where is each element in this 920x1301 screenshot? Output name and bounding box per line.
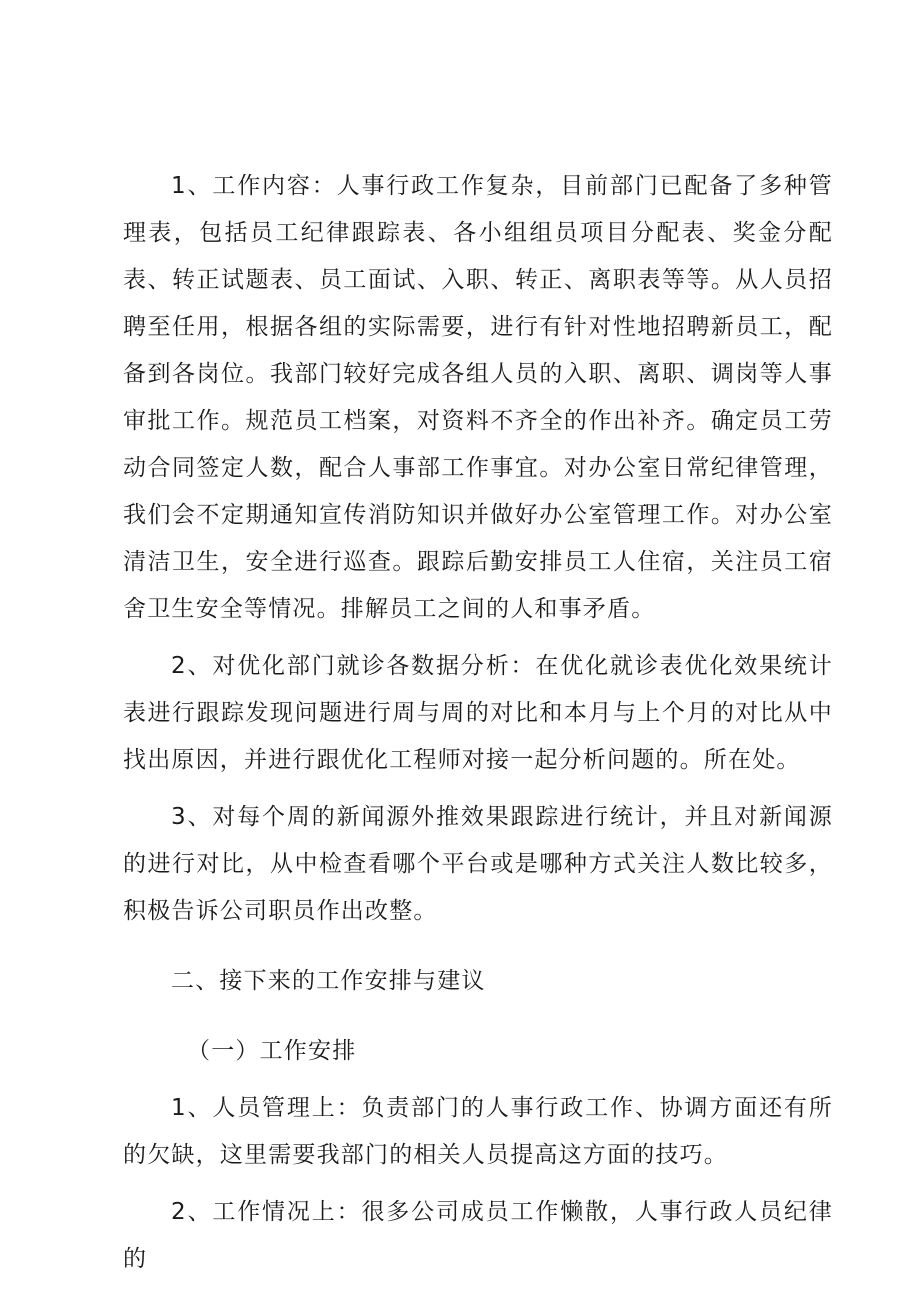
item-work-situation: 2、工作情况上：很多公司成员工作懒散，人事行政人员纪律的	[123, 1199, 833, 1272]
subsection-heading: （一）工作安排	[187, 1038, 357, 1064]
item-personnel-management: 1、人员管理上：负责部门的人事行政工作、协调方面还有所的欠缺，这里需要我部门的相关人员提高这方面的技巧。	[123, 1095, 833, 1168]
paragraph-work-content: 1、工作内容：人事行政工作复杂，目前部门已配备了多种管理表，包括员工纪律跟踪表、各小组组员项目分配表、奖金分配表、转正试题表、员工面试、入职、转正、离职表等等。从人员招聘至任用，根据各组的实际需要，进行有针对性地招聘新员工，配备到各岗位。我部门较好完成各组人员的入职、离职、调岗等人事审批工作。规范员工档案，对资料不齐全的作出补齐。确定员工劳动合同签定人数，配合人事部工作事宜。对办公室日常纪律管理，我们会不定期通知宣传消防知识并做好办公室管理工作。对办公室清洁卫生，安全进行巡查。跟踪后勤安排员工人住宿，关注员工宿舍卫生安全等情况。排解员工之间的人和事矛盾。	[123, 173, 833, 622]
document-body	[123, 163, 833, 1293]
paragraph-news-source: 3、对每个周的新闻源外推效果跟踪进行统计，并且对新闻源的进行对比，从中检查看哪个平台或是哪种方式关注人数比较多，积极告诉公司职员作出改整。	[123, 804, 833, 924]
section-heading: 二、接下来的工作安排与建议	[171, 968, 486, 994]
paragraph-data-analysis: 2、对优化部门就诊各数据分析：在优化就诊表优化效果统计表进行跟踪发现问题进行周与周的对比和本月与上个月的对比从中找出原因，并进行跟优化工程师对接一起分析问题的。所在处。	[123, 653, 833, 773]
